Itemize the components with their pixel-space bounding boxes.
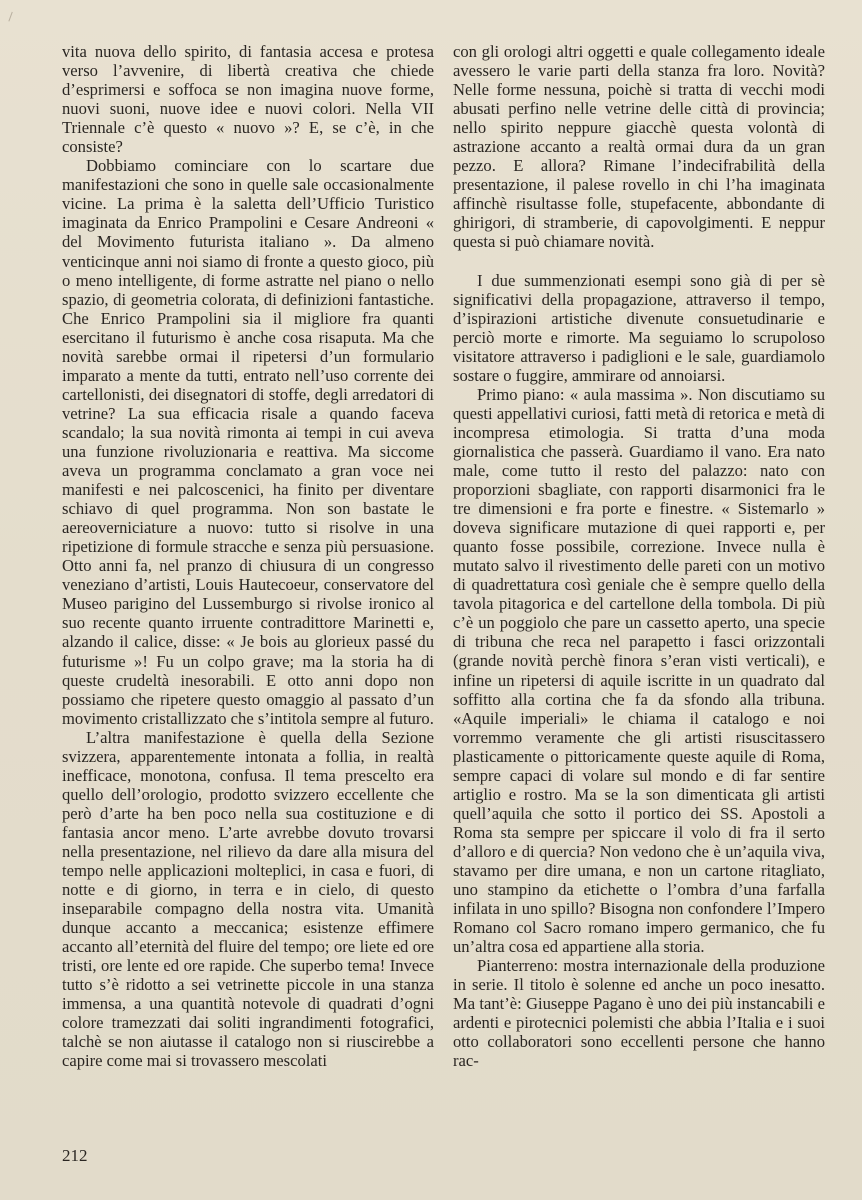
paragraph: I due summenzionati esempi sono già di per sè significativi della propagazione, attraverso il tempo, d’ispirazioni artistiche divenute consuetudinarie e perciò morte e rimorte. Ma seguiamo lo scrupoloso visitatore attraverso i padiglioni e le sale, guardiamolo sostare o fuggire, ammirare od annoiarsi.	[453, 270, 825, 385]
paragraph: con gli orologi altri oggetti e quale collegamento ideale avessero le varie parti della stanza fra loro. Novità? Nelle forme nessuna, poichè si tratta di vecchi modi abusati perfino nelle vetrine delle città di provincia; nello spirito neppure giacchè questa volontà di astrazione accanto a realtà ormai dura da un gran pezzo. E allora? Rimane l’indecifrabilità della presentazione, il palese rovello in chi l’ha imaginata affinchè risultasse folle, stupefacente, abbondante di ghirigori, di stramberie, di capovolgimenti. E neppur questa si può chiamare novità.	[453, 42, 825, 252]
page-number: 212	[62, 1146, 88, 1165]
left-column	[62, 42, 434, 1071]
paragraph: L’altra manifestazione è quella della Sezione svizzera, apparentemente intonata a follia, in realtà inefficace, monotona, confusa. Il tema prescelto era quello dell’orologio, prodotto svizzero eccellente che però d’arte ha ben poco nella sua costituzione e di fantasia ancor meno. L’arte avrebbe dovuto trovarsi nella presentazione, nel rilievo da dare alla misura del tempo nelle applicazioni molteplici, in casa e fuori, di notte e di giorno, in terra e in cielo, di questo inseparabile compagno della nostra vita. Umanità dunque accanto a meccanica; esistenze effimere accanto all’eternità del fluire del tempo; ore liete ed ore tristi, ore lente ed ore rapide. Che superbo tema! Invece tutto s’è ridotto a sei vetrinette piccole in una stanza immensa, a una quantità notevole di quadrati d’ogni colore tramezzati dai soliti ingrandimenti fotografici, talchè se non aiutasse il catalogo non si riuscirebbe a capire come mai si trovassero mescolati	[62, 727, 434, 1071]
paragraph: Primo piano: « aula massima ». Non discutiamo su questi appellativi curiosi, fatti metà di retorica e metà di incompresa etimologia. Si tratta d’una moda giornalistica che passerà. Guardiamo il vano. Era nato male, come tutto il resto del palazzo: nato con proporzioni sbagliate, con rapporti disarmonici fra le tre dimensioni e fra porte e finestre. « Sistemarlo » doveva significare mutazione di quei rapporti e, per quanto fosse possibile, correzione. Invece nulla è mutato salvo il rivestimento delle pareti con un motivo di quadrettatura così geniale che è sempre quello della tavola pitagorica e del cartellone della tombola. Di più c’è un poggiolo che pare un cassetto aperto, una specie di tribuna che reca nel parapetto i fasci orizzontali (grande novità perchè finora s’eran visti verticali), e infine un ripetersi di aquile iscritte in un quadrato dal soffitto alla cortina che fa da sfondo alla tribuna. «Aquile imperiali» le chiama il catalogo e noi vorremmo veramente che gli artisti risuscitassero plasticamente o pittoricamente queste aquile di Roma, sempre capaci di volare sul mondo e di far sentire artiglio e rostro. Ma se la son dimenticata gli artisti quell’aquila che sotto il portico dei SS. Apostoli a Roma sta sempre per spiccare il volo di fra il serto d’alloro e di quercia? Non vedono che è un’aquila viva, stavamo per dire umana, e non un cartone ritagliato, uno stampino da etichette o l’ombra d’una farfalla infilata in uno spillo? Bisogna non confondere l’Impero Romano col Sacro romano impero germanico, che fu un’altra cosa ed appartiene alla storia.	[453, 384, 825, 957]
paragraph: Dobbiamo cominciare con lo scartare due manifestazioni che sono in quelle sale occasionalmente vicine. La prima è la saletta dell’Ufficio Turistico imaginata da Enrico Prampolini e Cesare Andreoni « del Movimento futurista italiano ». Da almeno venticinque anni noi siamo di fronte a questo gioco, più o meno intelligente, di forme astratte nel piano o nello spazio, di geometria colorata, di definizioni fantastiche. Che Enrico Prampolini sia il migliore fra quanti esercitano il futurismo è anche cosa risaputa. Ma che novità sarebbe ormai il ripetersi d’un formulario imparato a mente da tutti, entrato nell’uso corrente dei cartellonisti, dei disegnatori di stoffe, degli arredatori di vetrine? La sua efficacia risale a quando faceva scandalo; la sua novità rimonta ai tempi in cui aveva una funzione rivoluzionaria e reattiva. Ma siccome aveva un programma conclamato a gran voce nei manifesti e nei palcoscenici, ha finito per diventare schiavo di quel programma. Non son bastate le aereoverniciature a nuovo: tutto si risolve in una ripetizione di formule stracche e senza più persuasione. Otto anni fa, nel pranzo di chiusura di un congresso veneziano d’artisti, Louis Hautecoeur, conservatore del Museo parigino del Lussemburgo si rivolse ironico al suo recente quanto irruente contradittore Marinetti e, alzando il calice, disse: « Je bois au glorieux passé du futurisme »! Fu un colpo grave; ma la storia ha di queste crudeltà inesorabili. E otto anni dopo non possiamo che ripetere questo omaggio al passato d’un movimento cristallizzato che s’intitola sempre al futuro.	[62, 156, 434, 728]
right-column	[453, 42, 825, 1070]
margin-mark	[8, 12, 14, 22]
paragraph: Pianterreno: mostra internazionale della produzione in serie. Il titolo è solenne ed anche un poco inesatto. Ma tant’è: Giuseppe Pagano è uno dei più instancabili e ardenti e pirotecnici polemisti che abbia l’Italia e i suoi otto collaboratori sono eccellenti persone che hanno rac-	[453, 956, 825, 1071]
paragraph: vita nuova dello spirito, di fantasia accesa e protesa verso l’avvenire, di libertà creativa che chiede d’esprimersi e soffoca se non imagina nuove forme, nuovi suoni, nuove idee e nuovi colori. Nella VII Triennale c’è questo « nuovo »? E, se c’è, in che consiste?	[62, 42, 434, 157]
